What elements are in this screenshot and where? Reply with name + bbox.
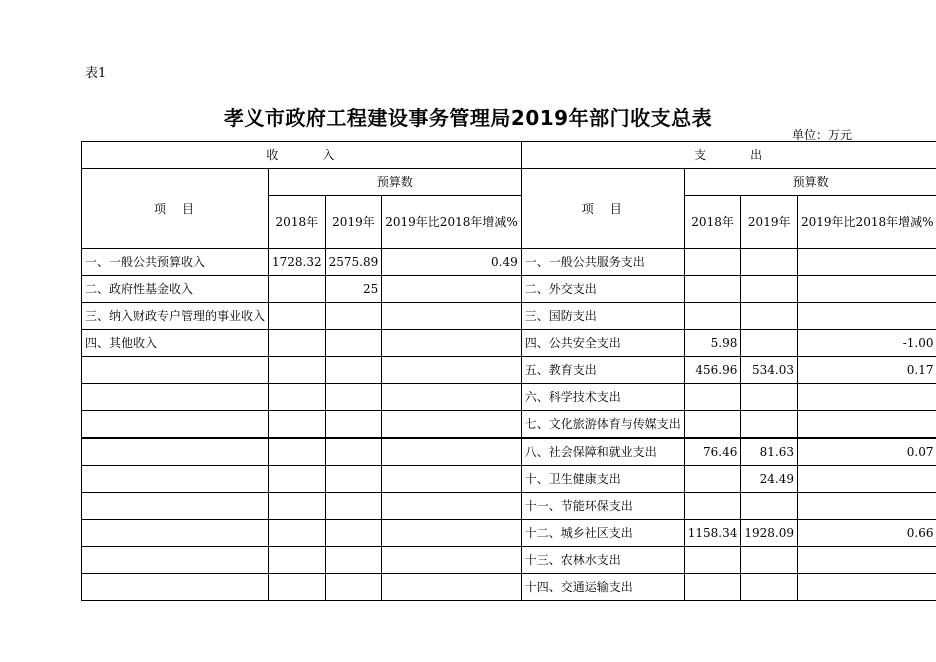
expense-item-cell: 一、一般公共服务支出 [521,249,684,276]
expense-2018-cell [684,303,741,330]
income-2019-cell [325,411,382,439]
income-2019-cell [325,466,382,493]
expense-change-cell [798,303,936,330]
expense-2018-cell [684,574,741,601]
expense-item-cell: 十、卫生健康支出 [521,466,684,493]
table-row [82,249,936,276]
table-row [82,276,936,303]
header-row-section [82,142,936,169]
income-2018-cell [269,438,326,466]
income-item-cell [82,574,269,601]
expense-2019-cell [741,249,798,276]
expense-budget-header: 预算数 [684,169,936,196]
income-2018-header: 2018年 [269,196,326,249]
income-item-cell [82,520,269,547]
table-row [82,303,936,330]
table-row [82,466,936,493]
income-budget-header: 预算数 [269,169,522,196]
expense-item-cell: 十三、农林水支出 [521,547,684,574]
income-change-cell [382,303,521,330]
page-title: 孝义市政府工程建设事务管理局2019年部门收支总表 [223,106,713,130]
expense-2018-cell [684,411,741,439]
expense-2018-cell [684,276,741,303]
income-2018-cell [269,330,326,357]
table-row [82,493,936,520]
table-row [82,547,936,574]
income-change-cell [382,520,521,547]
expense-2019-cell [741,574,798,601]
expense-change-cell [798,276,936,303]
expense-item-cell: 十二、城乡社区支出 [521,520,684,547]
expense-2019-cell [741,384,798,411]
income-2018-cell [269,574,326,601]
income-2019-cell: 25 [325,276,382,303]
income-2018-cell [269,493,326,520]
expense-item-cell: 七、文化旅游体育与传媒支出 [521,411,684,439]
expense-2018-cell [684,466,741,493]
expense-change-cell: 0.17 [798,357,936,384]
table-label: 表1 [85,66,107,81]
income-header: 收 入 [82,142,522,169]
income-2019-cell [325,357,382,384]
expense-change-cell [798,574,936,601]
income-item-cell: 一、一般公共预算收入 [82,249,269,276]
expense-change-cell [798,411,936,439]
expense-change-cell: -1.00 [798,330,936,357]
income-2019-header: 2019年 [325,196,382,249]
table-row [82,330,936,357]
income-2019-cell [325,574,382,601]
expense-change-cell [798,547,936,574]
income-change-cell [382,411,521,439]
expense-item-cell: 十四、交通运输支出 [521,574,684,601]
expense-item-header: 项 目 [521,169,684,249]
income-2018-cell [269,547,326,574]
income-item-cell: 三、纳入财政专户管理的事业收入 [82,303,269,330]
expense-item-cell: 八、社会保障和就业支出 [521,438,684,466]
income-2018-cell [269,384,326,411]
income-item-cell: 二、政府性基金收入 [82,276,269,303]
income-2019-cell [325,547,382,574]
income-change-cell [382,384,521,411]
income-change-cell [382,493,521,520]
table-row [82,411,936,439]
expense-2018-cell [684,249,741,276]
income-2019-cell [325,520,382,547]
expense-2018-cell [684,493,741,520]
expense-2019-cell: 534.03 [741,357,798,384]
income-item-header: 项 目 [82,169,269,249]
income-item-cell [82,547,269,574]
expense-change-cell [798,384,936,411]
expense-change-cell: 0.07 [798,438,936,466]
expense-2019-cell: 1928.09 [741,520,798,547]
expense-2018-cell: 76.46 [684,438,741,466]
expense-2018-cell: 456.96 [684,357,741,384]
expense-change-cell [798,466,936,493]
income-item-cell [82,411,269,439]
expense-header: 支 出 [521,142,936,169]
expense-item-cell: 五、教育支出 [521,357,684,384]
table-row [82,520,936,547]
expense-item-cell: 十一、节能环保支出 [521,493,684,520]
income-change-cell: 0.49 [382,249,521,276]
expense-2019-cell [741,493,798,520]
table-row [82,384,936,411]
income-change-cell [382,276,521,303]
income-2018-cell [269,520,326,547]
income-2018-cell [269,303,326,330]
expense-change-cell [798,493,936,520]
expense-2019-cell: 81.63 [741,438,798,466]
income-2018-cell [269,411,326,439]
income-change-cell [382,438,521,466]
expense-item-cell: 三、国防支出 [521,303,684,330]
income-2019-cell [325,384,382,411]
income-2019-cell: 2575.89 [325,249,382,276]
income-change-cell [382,466,521,493]
unit-label: 单位：万元 [791,128,852,142]
income-change-header: 2019年比2018年增减% [382,196,521,249]
table-row [82,438,936,466]
expense-2019-cell [741,303,798,330]
expense-change-cell: 0.66 [798,520,936,547]
income-item-cell [82,493,269,520]
income-2019-cell [325,303,382,330]
income-item-cell: 四、其他收入 [82,330,269,357]
income-2018-cell: 1728.32 [269,249,326,276]
header-row-budget [82,169,936,196]
income-change-cell [382,357,521,384]
income-2019-cell [325,330,382,357]
income-item-cell [82,438,269,466]
income-2019-cell [325,438,382,466]
expense-2018-header: 2018年 [684,196,741,249]
expense-item-cell: 四、公共安全支出 [521,330,684,357]
expense-2019-cell: 24.49 [741,466,798,493]
expense-2018-cell [684,547,741,574]
expense-2019-cell [741,547,798,574]
expense-change-header: 2019年比2018年增减% [798,196,936,249]
income-item-cell [82,357,269,384]
income-2019-cell [325,493,382,520]
income-item-cell [82,466,269,493]
table-row [82,574,936,601]
income-change-cell [382,330,521,357]
expense-item-cell: 六、科学技术支出 [521,384,684,411]
expense-2018-cell: 5.98 [684,330,741,357]
table-row [82,357,936,384]
income-2018-cell [269,357,326,384]
expense-2019-header: 2019年 [741,196,798,249]
income-2018-cell [269,276,326,303]
expense-item-cell: 二、外交支出 [521,276,684,303]
expense-2019-cell [741,411,798,439]
expense-2018-cell [684,384,741,411]
expense-2019-cell [741,330,798,357]
budget-summary-table [81,141,936,601]
income-2018-cell [269,466,326,493]
income-change-cell [382,547,521,574]
income-change-cell [382,574,521,601]
income-item-cell [82,384,269,411]
expense-2018-cell: 1158.34 [684,520,741,547]
expense-change-cell [798,249,936,276]
expense-2019-cell [741,276,798,303]
